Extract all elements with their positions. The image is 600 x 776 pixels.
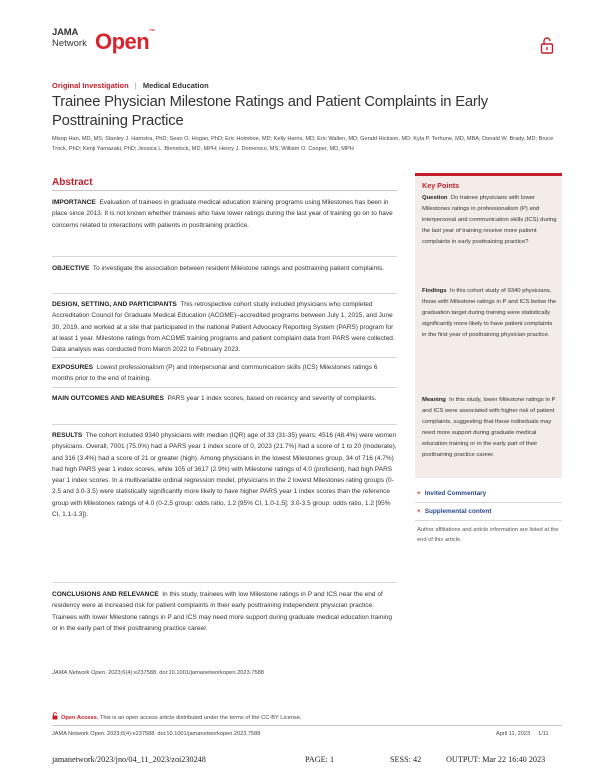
article-kicker (52, 81, 209, 90)
open-lock-icon (540, 36, 554, 54)
abstract-conclusions: CONCLUSIONS AND RELEVANCE In this study, trainees with low Milestone ratings in P and ICS near the end of residency were at increased risk for patient complaints in their early posttraining independent physician practice. Trainees with lower Milestone ratings in P and ICS may need more support during graduate medical education training or in the early part of their posttraining practice career. (52, 591, 392, 632)
kicker-separator: | (134, 81, 137, 90)
affiliations-note: Author affiliations and article information are listed at the end of this article. (417, 527, 559, 543)
slug-session: SESS: 42 (390, 755, 422, 764)
plus-icon: + (417, 490, 421, 497)
section-divider (52, 582, 397, 583)
slug-output: OUTPUT: Mar 22 16:40 2023 (446, 755, 546, 764)
abstract-objective: OBJECTIVE To investigate the association between resident Milestone ratings and posttraining patient complaints. (52, 265, 385, 272)
open-access-note: Open Access. This is an open access article distributed under the terms of the CC-BY License. (52, 712, 301, 721)
article-subcategory: Medical Education (142, 81, 209, 90)
abstract-heading: Abstract (52, 177, 93, 188)
key-points-accent-bar (415, 173, 562, 176)
abstract-importance: IMPORTANCE Evaluation of trainees in graduate medical education training programs using Milestones has been in place since 2013. It is not known whether trainees who have lower ratings during the last year of training go on to have concerns related to interactions with patients in posttraining practice. (52, 199, 393, 229)
abstract-outcomes: MAIN OUTCOMES AND MEASURES PARS year 1 index scores, based on recency and severity of complaints. (52, 395, 377, 402)
invited-commentary-link[interactable]: + Invited Commentary (417, 490, 487, 497)
key-points-heading: Key Points (422, 181, 460, 190)
logo-open: Open™ (95, 29, 155, 54)
section-divider (52, 256, 397, 257)
sidebar-divider (415, 502, 562, 503)
section-divider (52, 424, 397, 425)
footer-citation: JAMA Network Open. 2023;6(4):e237588. doi:10.1001/jamanetworkopen.2023.7588 (52, 731, 261, 737)
section-divider (52, 387, 397, 388)
abstract-results: RESULTS The cohort included 9340 physicians with median (IQR) age of 33 (31-35) years; 4516 (48.4%) were women physicians. Overall, 7001 (75.0%) had a PARS year 1 index score of 0, 2023 (21.7%) had a score of 1 to 20 (moderate), and 316 (3.4%) had a score of 21 or greater (high). Among physicians in the lowest Milestones group, 34 of 716 (4.7%) had high PARS year 1 index scores, while 105 of 3617 (2.9%) with Milestone ratings of 4.0 (proficient), had high PARS year 1 index scores. In a multivariable ordinal regression model, physicians in the 2 lowest Milestones rating groups (0-2.5 and 3.0-3.5) were statistically significantly more likely to have higher PARS year 1 index scores than the reference group with Milestones ratings of 4.0 (0-2.5 group: odds ratio, 1.2 [95% CI, 1.0-1.5]; 3.0-3.5 group: odds ratio, 1.2 [95% CI, 1.1-1.3]). (52, 432, 397, 519)
key-point-findings: Findings In this cohort study of 9340 physicians, those with Milestone ratings in P and ICS below the graduation target during training were statistically significantly more likely to have patient complaints in the first year of posttraining physician practice. (422, 288, 557, 338)
sidebar-divider (415, 520, 562, 521)
key-point-meaning: Meaning In this study, lower Milestone ratings in P and ICS were associated with higher risk of patient complaints, suggesting that these individuals may need more support during graduate medical education training or in the early part of their posttraining practice career. (422, 397, 556, 458)
author-list: Misop Han, MD, MS; Stanley J. Hamstra, PhD; Sean O. Hogan, PhD; Eric Holmboe, MD; Kelly Harris, MD; Eric Wallen, MD; Gerald Hickson, MD; Kyla P. Terhune, MD, MBA; Donald W. Brady, MD; Bruce Trock, PhD; Kenji Yamazaki, PhD; Jessica L. Bienstock, MD, MPH; Henry J. Domenico, MS; William O. Cooper, MD, MPH (52, 136, 554, 152)
footer-date: April 11, 2023 (496, 731, 531, 737)
article-citation: JAMA Network Open. 2023;6(4):e237588. doi:10.1001/jamanetworkopen.2023.7588 (52, 670, 264, 676)
article-title: Trainee Physician Milestone Ratings and Patient Complaints in Early Posttraining Practice (52, 94, 488, 129)
key-point-question: Question Do trainee physicians with lower Milestones ratings in professionalism (P) and interpersonal and communication skills (ICS) during the last year of training receive more patient complaints in early posttraining practice? (422, 195, 557, 245)
open-access-icon (52, 712, 58, 720)
logo-network: Network (52, 38, 87, 49)
article-category: Original Investigation (52, 81, 129, 90)
key-points-box (415, 173, 562, 478)
abstract-design: DESIGN, SETTING, AND PARTICIPANTS This retrospective cohort study included physicians who completed Accreditation Council for Graduate Medical Education (ACGME)–accredited programs between July 1, 2015, and June 30, 2019, and worked at a site that participated in the national Patient Advocacy Reporting System (PARS) program for at least 1 year. Milestone ratings from ACGME training programs and patient complaint data from PARS were collected. Data analysis was conducted from March 2022 to February 2023. (52, 301, 395, 354)
logo-trademark: ™ (149, 29, 155, 35)
slug-page: PAGE: 1 (305, 755, 335, 764)
slug-path: jamanetwork/2023/jno/04_11_2023/zoi230248 (52, 755, 206, 764)
abstract-exposures: EXPOSURES Lowest professionalism (P) and interpersonal and communication skills (ICS) Milestones ratings 6 months prior to the end of training. (52, 364, 378, 383)
plus-icon: + (417, 508, 421, 515)
footer-page-number: 1/11 (538, 731, 549, 737)
abstract-divider (52, 190, 397, 191)
jama-network-open-logo (52, 27, 182, 57)
footer-date-page (496, 731, 549, 737)
logo-jama: JAMA (52, 27, 79, 38)
supplemental-content-link[interactable]: + Supplemental content (417, 508, 492, 515)
section-divider (52, 293, 397, 294)
section-divider (52, 357, 397, 358)
footer-divider (52, 725, 562, 726)
